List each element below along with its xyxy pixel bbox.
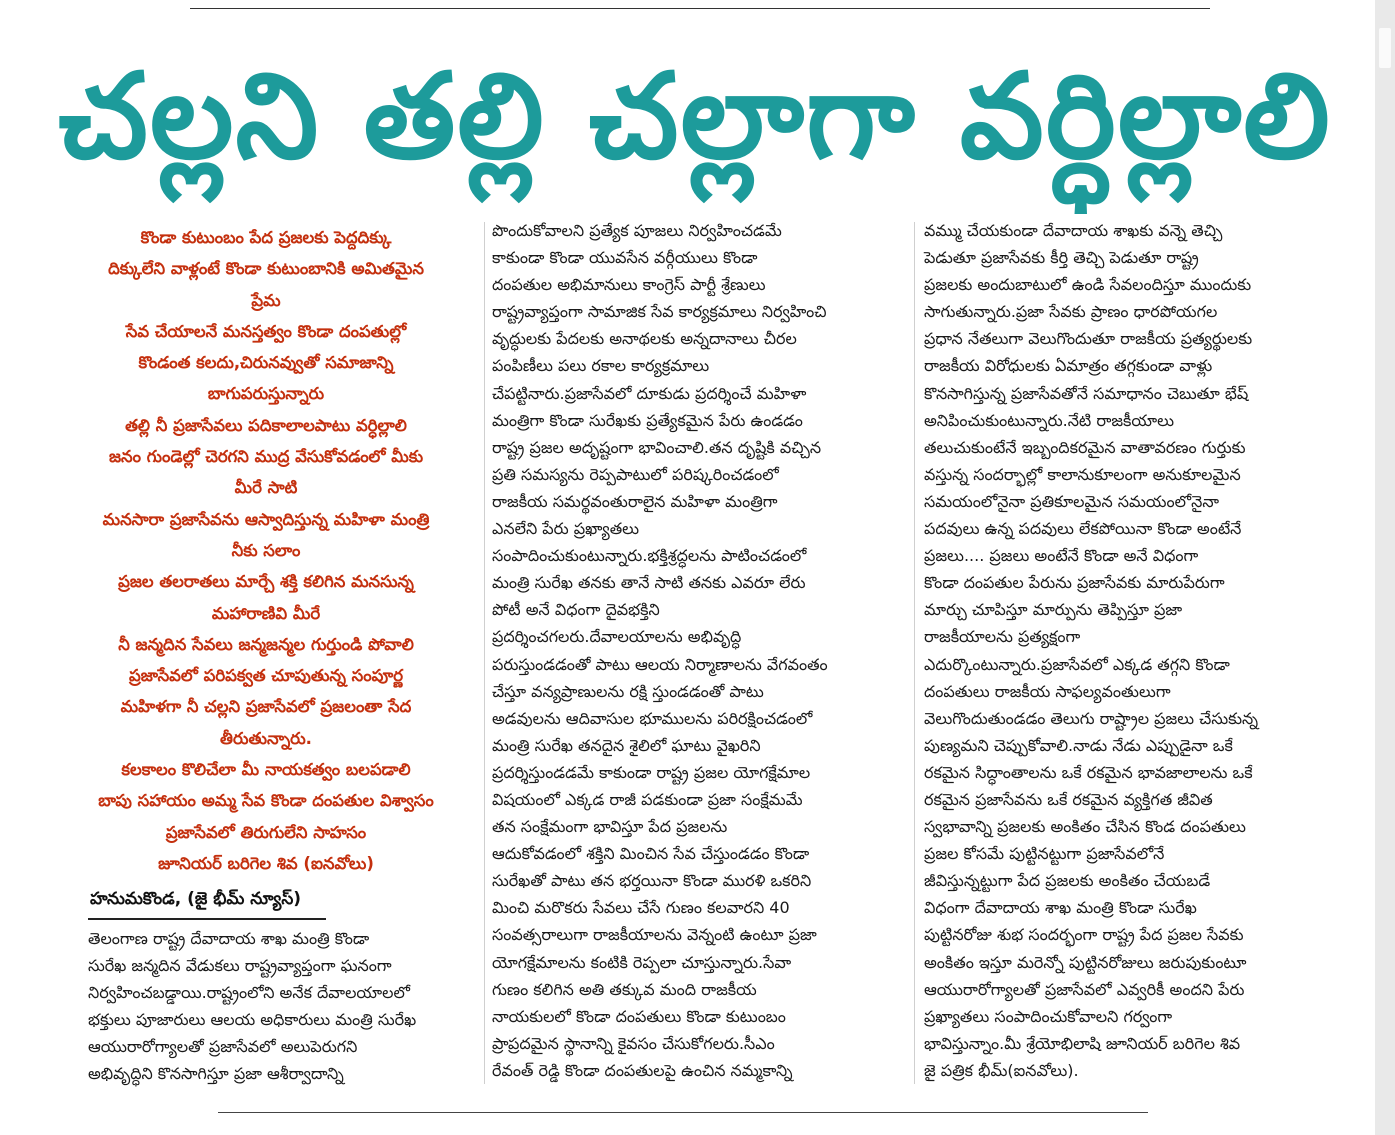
article-line: అంకితం ఇస్తూ మరెన్నో పుట్టినరోజులు జరుపుకుంటూ [924, 952, 1247, 972]
article-line: అభివృద్ధిని కొనసాగిస్తూ ప్రజా ఆశీర్వాదాన్ని [88, 1064, 344, 1084]
article-line: రాష్ట్ర ప్రజల అదృష్టంగా భావించాలి.తన దృష్టికి వచ్చిన [492, 437, 822, 457]
column-separator [914, 222, 915, 1084]
article-column-1 [88, 925, 470, 1088]
article-line: అడవులను ఆదివాసుల భూములను పరిరక్షించడంలో [492, 708, 813, 728]
article-line: గుణం కలిగిన అతి తక్కువ మంది రాజకీయ [492, 979, 757, 999]
article-line: రకమైన ప్రజాసేవను ఒకే రకమైన వ్యక్తిగత జీవిత [924, 789, 1213, 809]
article-line: జై పత్రిక భీమ్(ఐనవోలు). [924, 1060, 1079, 1080]
article-line: ప్రజలు.... ప్రజలు అంటేనే కొండా అనే విధంగా [924, 546, 1199, 566]
article-line: యోగక్షేమాలను కంటికి రెప్పలా చూస్తున్నారు.సేవా [492, 952, 792, 972]
poem-line: దిక్కులేని వాళ్లంటే కొండా కుటుంబానికి అమితమైన [108, 259, 424, 279]
article-line: ప్రతి సమస్యను రెప్పపాటులో పరిష్కరించడంలో [492, 464, 779, 484]
poem-line: సేవ చేయాలనే మనస్తత్వం కొండా దంపతుల్లో [125, 321, 407, 341]
article-line: ఎనలేని పేరు ప్రఖ్యాతలు [492, 519, 640, 539]
article-line: ప్రఖ్యాతలు సంపాదించుకోవాలని గర్వంగా [924, 1006, 1173, 1026]
article-line: రాజకీయ విరోధులకు ఏమాత్రం తగ్గకుండా వాళ్లు [924, 356, 1213, 376]
article-line: ఎదుర్కొంటున్నారు.ప్రజాసేవలో ఎక్కడ తగ్గని కొండా [924, 654, 1230, 674]
article-line: ప్రాప్రదమైన స్థానాన్ని కైవసం చేసుకోగలరు.సీఎం [492, 1033, 775, 1053]
poem-block [62, 222, 470, 879]
article-line: పుణ్యమని చెప్పుకోవాలి.నాడు నేడు ఎప్పుడైనా ఒకే [924, 735, 1233, 755]
poem-line: ప్రేమ [251, 290, 281, 310]
article-line: అనిపించుకుంటున్నారు.నేటి రాజకీయాలు [924, 410, 1174, 430]
article-line: కొండా దంపతుల పేరును ప్రజాసేవకు మారుపేరుగా [924, 573, 1225, 593]
article-line: ప్రదర్శిస్తుండడమే కాకుండా రాష్ట్ర ప్రజల యోగక్షేమాల [492, 762, 811, 782]
article-line: వృద్ధులకు పేదలకు అనాథలకు అన్నదానాలు చీరల [492, 329, 797, 349]
column-separator [484, 222, 485, 1084]
article-line: రాజకీయ సమర్థవంతురాలైన మహిళా మంత్రిగా [492, 491, 778, 511]
article-line: సురేఖతో పాటు తన భర్తయినా కొండా మురళి ఒకరిని [492, 871, 812, 891]
article-line: చేస్తూ వన్యప్రాణులను రక్షి స్తుండడంతో పాటు [492, 681, 764, 701]
article-line: విధంగా దేవాదాయ శాఖ మంత్రి కొండా సురేఖ [924, 898, 1197, 918]
article-line: స్వభావాన్ని ప్రజలకు అంకితం చేసిన కొండ దంపతులు [924, 817, 1246, 837]
poem-line: బాపు సహాయం అమ్మ సేవ కొండా దంపతుల విశ్వాసం [98, 791, 434, 811]
poem-line: ప్రజల తలరాతలు మార్చే శక్తి కలిగిన మనసున్న [118, 572, 414, 592]
poem-line: నీకు సలాం [231, 540, 301, 560]
article-line: సురేఖ జన్మదిన వేడుకలు రాష్ట్రవ్యాప్తంగా ఘనంగా [88, 956, 392, 976]
article-line: ఆయురారోగ్యాలతో ప్రజాసేవలో అలుపెరుగని [88, 1037, 358, 1057]
article-column-2 [492, 217, 902, 1084]
poem-line: తీరుతున్నారు. [220, 728, 312, 748]
article-line: ప్రదర్శించగలరు.దేవాలయాలను అభివృద్ధి [492, 627, 742, 647]
poem-line: బాగుపరుస్తున్నారు [207, 384, 325, 404]
article-line: పుట్టినరోజు శుభ సందర్భంగా రాష్ట్ర పేద ప్రజల సేవకు [924, 925, 1244, 945]
article-line: సాగుతున్నారు.ప్రజా సేవకు ప్రాణం ధారపోయగల [924, 302, 1218, 322]
poem-line: మహిళగా నీ చల్లని ప్రజాసేవలో ప్రజలంతా సేద [120, 697, 412, 717]
article-line: దంపతుల అభిమానులు కాంగ్రెస్ పార్టీ శ్రేణులు [492, 275, 766, 295]
article-line: రకమైన సిద్ధాంతాలను ఒకే రకమైన భావజాలాలను ఒకే [924, 762, 1253, 782]
headline: చల్లని తల్లి చల్లాగా వర్ధిల్లాలి [58, 47, 1332, 186]
article-line: తన సంక్షేమంగా భావిస్తూ పేద ప్రజలను [492, 817, 728, 837]
article-line: భావిస్తున్నాం.మీ శ్రేయోభిలాషి జూనియర్ బరిగెల శివ [924, 1033, 1241, 1053]
top-rule [190, 8, 1210, 9]
article-line: వెలుగొందుతుండడం తెలుగు రాష్ట్రాల ప్రజలు చేసుకున్న [924, 708, 1258, 728]
article-line: మంత్రి సురేఖ తనకు తానే సాటి తనకు ఎవరూ లేరు [492, 573, 806, 593]
poem-line: జనం గుండెల్లో చెరగని ముద్ర వేసుకోవడంలో మీకు [108, 447, 424, 467]
scroll-marker [1379, 28, 1391, 68]
byline-underline [88, 918, 326, 920]
byline: హనుమకొండ, (జై భీమ్ న్యూస్) [90, 889, 302, 909]
poem-line: జూనియర్ బరిగెల శివ (ఐనవోలు) [158, 853, 374, 873]
article-line: పరుస్తుండడంతో పాటు ఆలయ నిర్మాణాలను వేగవంతం [492, 654, 828, 674]
article-line: సంపాదించుకుంటున్నారు.భక్తిశ్రద్ధలను పాటించడంలో [492, 546, 807, 566]
article-line: రేవంత్ రెడ్డి కొండా దంపతులపై ఉంచిన నమ్మకాన్ని [492, 1060, 793, 1080]
article-line: ప్రజల కోసమే పుట్టినట్టుగా ప్రజాసేవలోనే [924, 844, 1165, 864]
article-line: తలుచుకుంటేనే ఇబ్బందికరమైన వాతావరణం గుర్తుకు [924, 437, 1246, 457]
poem-line: నీ జన్మదిన సేవలు జన్మజన్మల గుర్తుండి పోవాలి [118, 634, 414, 654]
poem-line: మహారాణివి మీరే [211, 603, 321, 623]
article-line: చేపట్టినారు.ప్రజాసేవలో దూకుడు ప్రదర్శించే మహిళా [492, 383, 807, 403]
poem-line: తల్లి నీ ప్రజాసేవలు పదికాలాలపాటు వర్ధిల్లాలి [125, 415, 407, 435]
article-line: ప్రధాన నేతలుగా వెలుగొందుతూ రాజకీయ ప్రత్యర్థులకు [924, 329, 1253, 349]
article-line: పెడుతూ ప్రజాసేవకు కీర్తి తెచ్చి పెడుతూ రాష్ట్ర [924, 248, 1199, 268]
article-line: సమయంలోనైనా ప్రతికూలమైన సమయంలోనైనా [924, 491, 1219, 511]
article-line: కాకుండా కొండా యువసేన వర్గీయులు కొండా [492, 248, 758, 268]
article-line: మంత్రి సురేఖ తనదైన శైలిలో ఘాటు వైఖరిని [492, 735, 761, 755]
article-line: తెలంగాణ రాష్ట్ర దేవాదాయ శాఖ మంత్రి కొండా [88, 929, 370, 948]
article-line: ప్రజలకు అందుబాటులో ఉండి సేవలందిస్తూ ముందుకు [924, 275, 1252, 295]
article-line: దంపతులు రాజకీయ సాఫల్యవంతులుగా [924, 681, 1171, 701]
article-line: భక్తులు పూజారులు ఆలయ అధికారులు మంత్రి సురేఖ [88, 1010, 417, 1030]
article-line: నాయకులలో కొండా దంపతులు కొండా కుటుంబం [492, 1006, 786, 1026]
article-line: మించి మరొకరు సేవలు చేసే గుణం కలవారని 40 [492, 898, 790, 918]
right-margin-strip [1375, 0, 1395, 1135]
article-line: పొందుకోవాలని ప్రత్యేక పూజలు నిర్వహించడమే [492, 221, 782, 240]
article-line: పోటీ అనే విధంగా దైవభక్తిని [492, 600, 660, 620]
article-line: ఆదుకోవడంలో శక్తిని మించిన సేవ చేస్తుండడం కొండా [492, 844, 810, 864]
article-line: మార్చు చూపిస్తూ మార్పును తెప్పిస్తూ ప్రజా [924, 600, 1183, 620]
article-line: రాజకీయాలను ప్రత్యక్షంగా [924, 627, 1081, 647]
article-line: విషయంలో ఎక్కడ రాజీ పడకుండా ప్రజా సంక్షేమమే [492, 789, 803, 809]
poem-line: కొండంత కలదు,చిరునవ్వుతో సమాజాన్ని [138, 353, 394, 373]
poem-line: మనసారా ప్రజాసేవను ఆస్వాదిస్తున్న మహిళా మంత్రి [102, 509, 430, 529]
article-line: పదవులు ఉన్న పదవులు లేకపోయినా కొండా అంటేనే [924, 519, 1242, 539]
poem-line: మీరే సాటి [234, 478, 298, 498]
article-line: కొనసాగిస్తున్న ప్రజాసేవతోనే సమాధానం చెబుతూ భేష్ [924, 383, 1249, 403]
poem-line: కొండా కుటుంబం పేద ప్రజలకు పెద్దదిక్కు [140, 228, 392, 247]
poem-line: ప్రజాసేవలో తిరుగులేని సాహసం [165, 822, 367, 842]
article-line: మంత్రిగా కొండా సురేఖకు ప్రత్యేకమైన పేరు ఉండడం [492, 410, 803, 430]
article-column-3 [924, 217, 1344, 1084]
bottom-rule [218, 1112, 1148, 1113]
article-line: సంవత్సరాలుగా రాజకీయాలను వెన్నంటి ఉంటూ ప్రజా [492, 925, 817, 945]
article-line: వమ్ము చేయకుండా దేవాదాయ శాఖకు వన్నె తెచ్చి [924, 221, 1223, 240]
poem-line: కలకాలం కొలిచేలా మీ నాయకత్వం బలపడాలి [121, 760, 411, 780]
article-line: పంపిణీలు పలు రకాల కార్యక్రమాలు [492, 356, 710, 376]
article-line: నిర్వహించబడ్డాయి.రాష్ట్రంలోని అనేక దేవాలయాలలో [88, 983, 410, 1003]
article-line: వస్తున్న సందర్భాల్లో కాలానుకూలంగా అనుకూలమైన [924, 464, 1241, 484]
article-line: రాష్ట్రవ్యాప్తంగా సామాజిక సేవ కార్యక్రమాలు నిర్వహించి [492, 302, 827, 322]
poem-line: ప్రజాసేవలో పరిపక్వత చూపుతున్న సంపూర్ణ [129, 666, 403, 686]
article-line: ఆయురారోగ్యాలతో ప్రజాసేవలో ఎవ్వరికీ అందని పేరు [924, 979, 1245, 999]
article-line: జీవిస్తున్నట్టుగా పేద ప్రజలకు అంకితం చేయబడే [924, 871, 1211, 891]
